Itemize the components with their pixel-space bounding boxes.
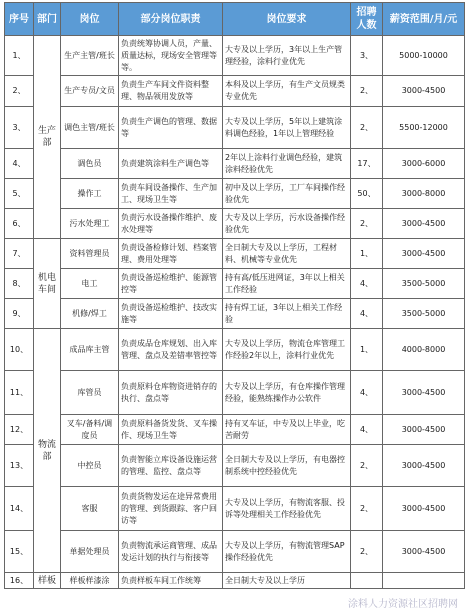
cell-requirement: 持有叉车证，中专及以上毕业，吃苦耐劳 bbox=[223, 415, 351, 445]
cell-requirement: 大专及以上学历，5年以上建筑涂料调色经验，1年以上管理经验 bbox=[223, 107, 351, 149]
cell-position: 生产主管/班长 bbox=[61, 36, 119, 76]
cell-salary bbox=[383, 573, 465, 589]
cell-dept: 样板 bbox=[34, 573, 61, 589]
cell-position: 单据处理员 bbox=[61, 531, 119, 573]
table-row bbox=[5, 107, 465, 149]
cell-duty: 负责设备巡检维护、技改实施等 bbox=[119, 299, 223, 329]
cell-count: 50、 bbox=[351, 179, 383, 209]
cell-salary: 5500-12000 bbox=[383, 107, 465, 149]
cell-count: 2、 bbox=[351, 487, 383, 531]
cell-no: 9、 bbox=[5, 299, 34, 329]
cell-position: 客服 bbox=[61, 487, 119, 531]
cell-requirement: 大专及以上学历，有物流管理SAP操作经验优先 bbox=[223, 531, 351, 573]
cell-no: 13、 bbox=[5, 445, 34, 487]
cell-count: 2、 bbox=[351, 531, 383, 573]
cell-no: 8、 bbox=[5, 269, 34, 299]
cell-count: 1、 bbox=[351, 329, 383, 371]
cell-position: 机修/焊工 bbox=[61, 299, 119, 329]
cell-count: 4、 bbox=[351, 415, 383, 445]
cell-duty: 负责设备巡检维护、能源管控等 bbox=[119, 269, 223, 299]
cell-duty: 负责样板车间工作统筹 bbox=[119, 573, 223, 589]
table-row bbox=[5, 329, 465, 371]
table-row bbox=[5, 179, 465, 209]
cell-duty: 负责污水设备操作维护、废水处理等 bbox=[119, 209, 223, 239]
cell-requirement: 持有高/低压进网证，3年以上相关工作经验 bbox=[223, 269, 351, 299]
cell-no: 12、 bbox=[5, 415, 34, 445]
cell-requirement: 大专及以上学历，污水设备操作经验优先 bbox=[223, 209, 351, 239]
cell-position: 调色员 bbox=[61, 149, 119, 179]
cell-no: 5、 bbox=[5, 179, 34, 209]
header-row bbox=[5, 3, 465, 36]
cell-requirement: 2年以上涂料行业调色经验，建筑涂料经验优先 bbox=[223, 149, 351, 179]
header-dept: 部门 bbox=[34, 3, 61, 36]
cell-duty: 负责统筹协调人员，产量、质量达标，现场安全管理等等。 bbox=[119, 36, 223, 76]
table-row bbox=[5, 209, 465, 239]
cell-count: 4、 bbox=[351, 269, 383, 299]
cell-requirement: 大专及以上学历，3年以上生产管理经验，涂料行业优先 bbox=[223, 36, 351, 76]
cell-no: 16、 bbox=[5, 573, 34, 589]
cell-duty: 负责物流承运商管理、成品发运计划的执行与衔接等 bbox=[119, 531, 223, 573]
cell-requirement: 初中及以上学历，工厂车间操作经验优先 bbox=[223, 179, 351, 209]
cell-duty: 负责成品仓库规划、出入库管理、盘点及差错率管控等 bbox=[119, 329, 223, 371]
cell-salary: 3000-4500 bbox=[383, 76, 465, 107]
cell-requirement: 大专及以上学历，物流仓库管理工作经验2年以上，涂料行业优先 bbox=[223, 329, 351, 371]
cell-position: 调色主管/班长 bbox=[61, 107, 119, 149]
table-row bbox=[5, 371, 465, 415]
cell-salary: 3000-4500 bbox=[383, 371, 465, 415]
cell-position: 污水处理工 bbox=[61, 209, 119, 239]
table-row bbox=[5, 239, 465, 269]
cell-salary: 3000-4500 bbox=[383, 531, 465, 573]
cell-no: 11、 bbox=[5, 371, 34, 415]
cell-position: 中控员 bbox=[61, 445, 119, 487]
cell-requirement: 全日制大专及以上学历 bbox=[223, 573, 351, 589]
cell-salary: 3000-6000 bbox=[383, 149, 465, 179]
cell-salary: 3000-4500 bbox=[383, 487, 465, 531]
cell-no: 2、 bbox=[5, 76, 34, 107]
cell-salary: 3000-4500 bbox=[383, 415, 465, 445]
cell-no: 4、 bbox=[5, 149, 34, 179]
cell-no: 15、 bbox=[5, 531, 34, 573]
cell-duty: 负责生产调色的管理、数据等 bbox=[119, 107, 223, 149]
table-row bbox=[5, 269, 465, 299]
header-count: 招聘人数 bbox=[351, 3, 383, 36]
cell-duty: 负责原料备货发货、叉车操作、现场卫生等 bbox=[119, 415, 223, 445]
cell-salary: 4000-8000 bbox=[383, 329, 465, 371]
cell-count: 2、 bbox=[351, 209, 383, 239]
cell-count: 1、 bbox=[351, 239, 383, 269]
cell-salary: 3000-4500 bbox=[383, 209, 465, 239]
cell-requirement: 大专及以上学历，有物流客服、投诉等处理相关工作经验优先 bbox=[223, 487, 351, 531]
cell-no: 10、 bbox=[5, 329, 34, 371]
cell-duty: 负责原料仓库物资进销存的执行、盘点等 bbox=[119, 371, 223, 415]
table-row bbox=[5, 531, 465, 573]
cell-duty: 负责车间设备操作、生产加工、现场卫生等 bbox=[119, 179, 223, 209]
table-row bbox=[5, 445, 465, 487]
cell-duty: 负责生产车间文件资料整理、物品领用发放等 bbox=[119, 76, 223, 107]
cell-no: 1、 bbox=[5, 36, 34, 76]
header-salary: 薪资范围/月/元 bbox=[383, 3, 465, 36]
cell-duty: 负责智能立库设备设施运营的管理、监控、盘点等 bbox=[119, 445, 223, 487]
cell-salary: 5000-10000 bbox=[383, 36, 465, 76]
cell-dept: 生产部 bbox=[34, 36, 61, 239]
table-row bbox=[5, 149, 465, 179]
cell-requirement: 持有焊工证，3年以上相关工作经验 bbox=[223, 299, 351, 329]
cell-position: 资料管理员 bbox=[61, 239, 119, 269]
cell-salary: 3500-5000 bbox=[383, 269, 465, 299]
header-duty: 部分岗位职责 bbox=[119, 3, 223, 36]
cell-position: 成品库主管 bbox=[61, 329, 119, 371]
cell-position: 操作工 bbox=[61, 179, 119, 209]
cell-salary: 3000-8000 bbox=[383, 179, 465, 209]
cell-count: 2、 bbox=[351, 445, 383, 487]
cell-position: 库管员 bbox=[61, 371, 119, 415]
cell-duty: 负责设备检修计划、档案管理、费用处理等 bbox=[119, 239, 223, 269]
cell-salary: 3000-4500 bbox=[383, 239, 465, 269]
header-position: 岗位 bbox=[61, 3, 119, 36]
cell-count: 4、 bbox=[351, 299, 383, 329]
header-no: 序号 bbox=[5, 3, 34, 36]
cell-dept: 机电车间 bbox=[34, 239, 61, 329]
cell-position: 电工 bbox=[61, 269, 119, 299]
cell-position: 生产专员/文员 bbox=[61, 76, 119, 107]
cell-no: 6、 bbox=[5, 209, 34, 239]
job-table bbox=[4, 2, 465, 589]
cell-count: 4、 bbox=[351, 371, 383, 415]
cell-position: 叉车/备料/调度员 bbox=[61, 415, 119, 445]
cell-duty: 负责货物发运在途异常费用的管理、到货跟踪、客户回访等 bbox=[119, 487, 223, 531]
table-row bbox=[5, 76, 465, 107]
cell-salary: 3000-4500 bbox=[383, 445, 465, 487]
table-row bbox=[5, 573, 465, 589]
cell-count: 2、 bbox=[351, 107, 383, 149]
cell-duty: 负责建筑涂料生产调色等 bbox=[119, 149, 223, 179]
cell-count: 3、 bbox=[351, 36, 383, 76]
cell-no: 3、 bbox=[5, 107, 34, 149]
cell-dept: 物流部 bbox=[34, 329, 61, 573]
cell-requirement: 全日制大专及以上学历，有电器控制系统中控经验优先 bbox=[223, 445, 351, 487]
table-row bbox=[5, 36, 465, 76]
cell-requirement: 大专及以上学历，有仓库操作管理经验，能熟练操作办公软件 bbox=[223, 371, 351, 415]
table-row bbox=[5, 487, 465, 531]
cell-requirement: 全日制大专及以上学历，工程材料、机械等专业优先 bbox=[223, 239, 351, 269]
table-row bbox=[5, 415, 465, 445]
cell-no: 14、 bbox=[5, 487, 34, 531]
cell-count: 17、 bbox=[351, 149, 383, 179]
header-requirement: 岗位要求 bbox=[223, 3, 351, 36]
cell-salary: 3500-5000 bbox=[383, 299, 465, 329]
cell-position: 样板样漆涂 bbox=[61, 573, 119, 589]
cell-count bbox=[351, 573, 383, 589]
cell-count: 2、 bbox=[351, 76, 383, 107]
cell-requirement: 本科及以上学历，有生产文员规类专业优先 bbox=[223, 76, 351, 107]
table-row bbox=[5, 299, 465, 329]
cell-no: 7、 bbox=[5, 239, 34, 269]
watermark: 涂料人力资源社区招聘网 bbox=[348, 599, 458, 610]
